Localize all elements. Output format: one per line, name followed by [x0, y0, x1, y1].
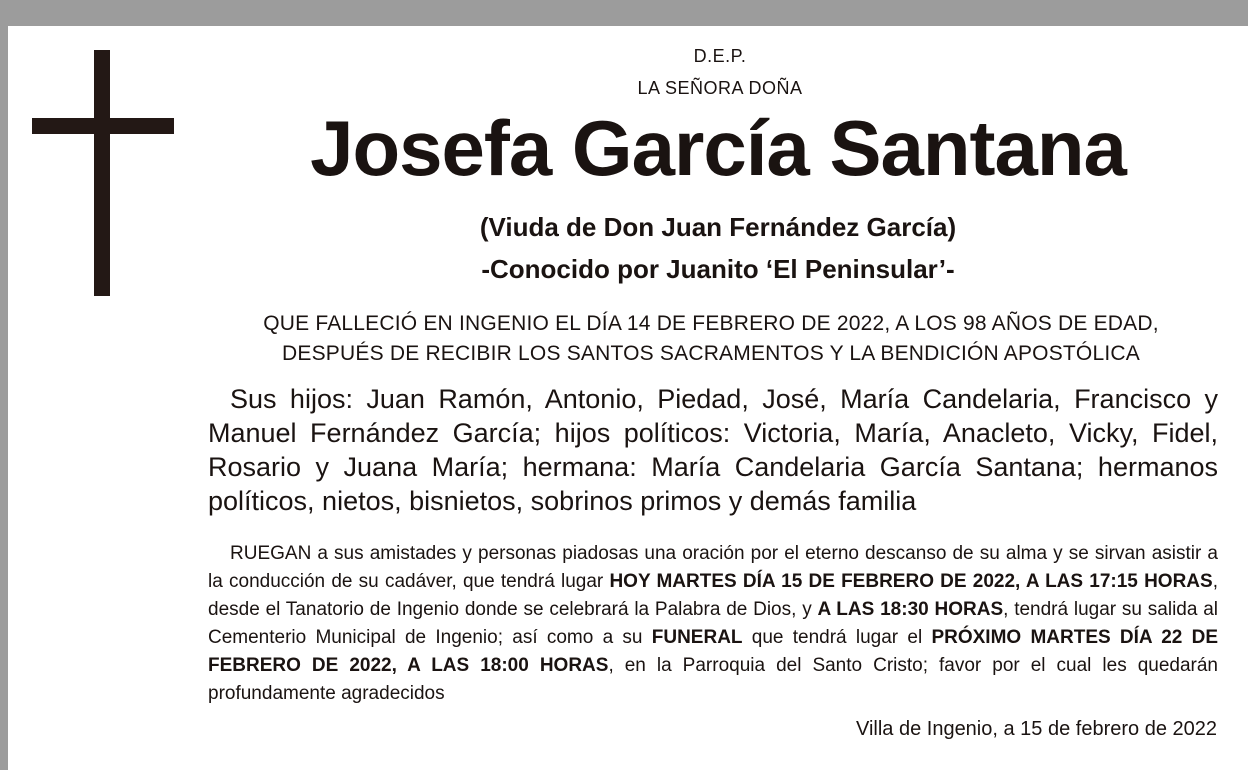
request-bold-3: FUNERAL: [651, 627, 743, 648]
announcement-line-2: DESPUÉS DE RECIBIR LOS SANTOS SACRAMENTOS Y LA BENDICIÓN APOSTÓLICA: [282, 342, 1140, 365]
request-text-3: , tendrá lugar su salida al Cementerio Municipal de Ingenio; así como a su: [208, 599, 1219, 648]
announcement-line-1: QUE FALLECIÓ EN INGENIO EL DÍA 14 DE FEBRERO DE 2022, A LOS 98 AÑOS DE EDAD,: [263, 312, 1159, 335]
widow-line: (Viuda de Don Juan Fernández García): [479, 212, 957, 242]
request-text-5: , en la Parroquia del Santo Cristo; favor por el cual les quedarán profundamente agradecidos: [208, 655, 1218, 704]
cross-vertical-bar: [94, 50, 110, 296]
place-date: Villa de Ingenio, a 15 de febrero de 2022: [855, 718, 1217, 740]
cross-horizontal-bar: [32, 118, 174, 134]
request-text-2: , desde el Tanatorio de Ingenio donde se celebrará la Palabra de Dios, y: [208, 571, 1218, 620]
honorific-label: LA SEÑORA DOÑA: [637, 78, 803, 98]
dep-label: D.E.P.: [693, 46, 747, 66]
request-text-1: RUEGAN a sus amistades y personas piadosas una oración por el eterno descanso de su alma y se sirvan asistir a la conducción de su cadáver, que tendrá lugar: [208, 543, 1218, 592]
request-bold-2: A LAS 18:30 HORAS: [817, 599, 1004, 620]
request-bold-1: HOY MARTES DÍA 15 DE FEBRERO DE 2022, A LAS 17:15 HORAS: [609, 571, 1213, 592]
deceased-name: Josefa García Santana: [310, 104, 1126, 192]
known-as-line: -Conocido por Juanito ‘El Peninsular’-: [481, 254, 955, 284]
request-text-4: que tendrá lugar el: [742, 627, 932, 648]
request-paragraph: [208, 540, 1218, 708]
obituary-card: [8, 26, 1248, 770]
request-bold-4: PRÓXIMO MARTES DÍA 22 DE FEBRERO DE 2022, A LAS 18:00 HORAS: [208, 627, 1218, 676]
family-paragraph: Sus hijos: Juan Ramón, Antonio, Piedad, José, María Candelaria, Francisco y Manuel Fernández García; hijos políticos: Victoria, María, Anacleto, Vicky, Fidel, Rosario y Juana María; hermana: María Candelaria García Santana; hermanos políticos, nietos, bisnietos, sobrinos primos y demás familia: [208, 384, 1218, 516]
